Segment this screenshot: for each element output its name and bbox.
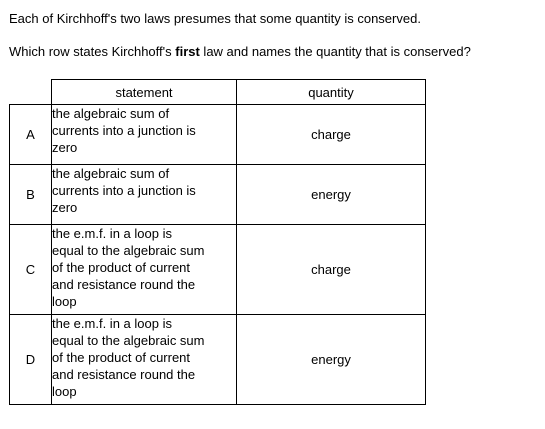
- option-statement: [52, 165, 237, 225]
- option-statement: [52, 225, 237, 315]
- option-letter: C: [10, 225, 52, 315]
- answer-options-table: [9, 79, 426, 405]
- statement-text: the algebraic sum of currents into a junction is zero: [52, 106, 196, 155]
- option-quantity: charge: [237, 105, 426, 165]
- header-blank-cell: [10, 80, 52, 105]
- statement-text: the e.m.f. in a loop is equal to the algebraic sum of the product of current and resistance round the loop: [52, 226, 205, 309]
- option-letter: A: [10, 105, 52, 165]
- option-row-a[interactable]: [10, 105, 426, 165]
- intro-text: Each of Kirchhoff's two laws presumes that some quantity is conserved.: [9, 11, 421, 26]
- header-quantity: quantity: [237, 80, 426, 105]
- question-emphasis: first: [175, 44, 200, 59]
- option-quantity: energy: [237, 165, 426, 225]
- question-text-end: law and names the quantity that is conserved?: [199, 44, 471, 59]
- statement-text: the algebraic sum of currents into a junction is zero: [52, 166, 196, 215]
- question-text-start: Which row states Kirchhoff's: [9, 44, 176, 59]
- option-letter: B: [10, 165, 52, 225]
- option-row-c[interactable]: [10, 225, 426, 315]
- table-header-row: [10, 80, 426, 105]
- option-quantity: energy: [237, 315, 426, 405]
- option-quantity: charge: [237, 225, 426, 315]
- option-row-b[interactable]: [10, 165, 426, 225]
- option-statement: [52, 315, 237, 405]
- statement-text: the e.m.f. in a loop is equal to the algebraic sum of the product of current and resistance round the loop: [52, 316, 205, 399]
- option-letter: D: [10, 315, 52, 405]
- header-statement: statement: [52, 80, 237, 105]
- option-row-d[interactable]: [10, 315, 426, 405]
- option-statement: [52, 105, 237, 165]
- question-text: [9, 43, 471, 60]
